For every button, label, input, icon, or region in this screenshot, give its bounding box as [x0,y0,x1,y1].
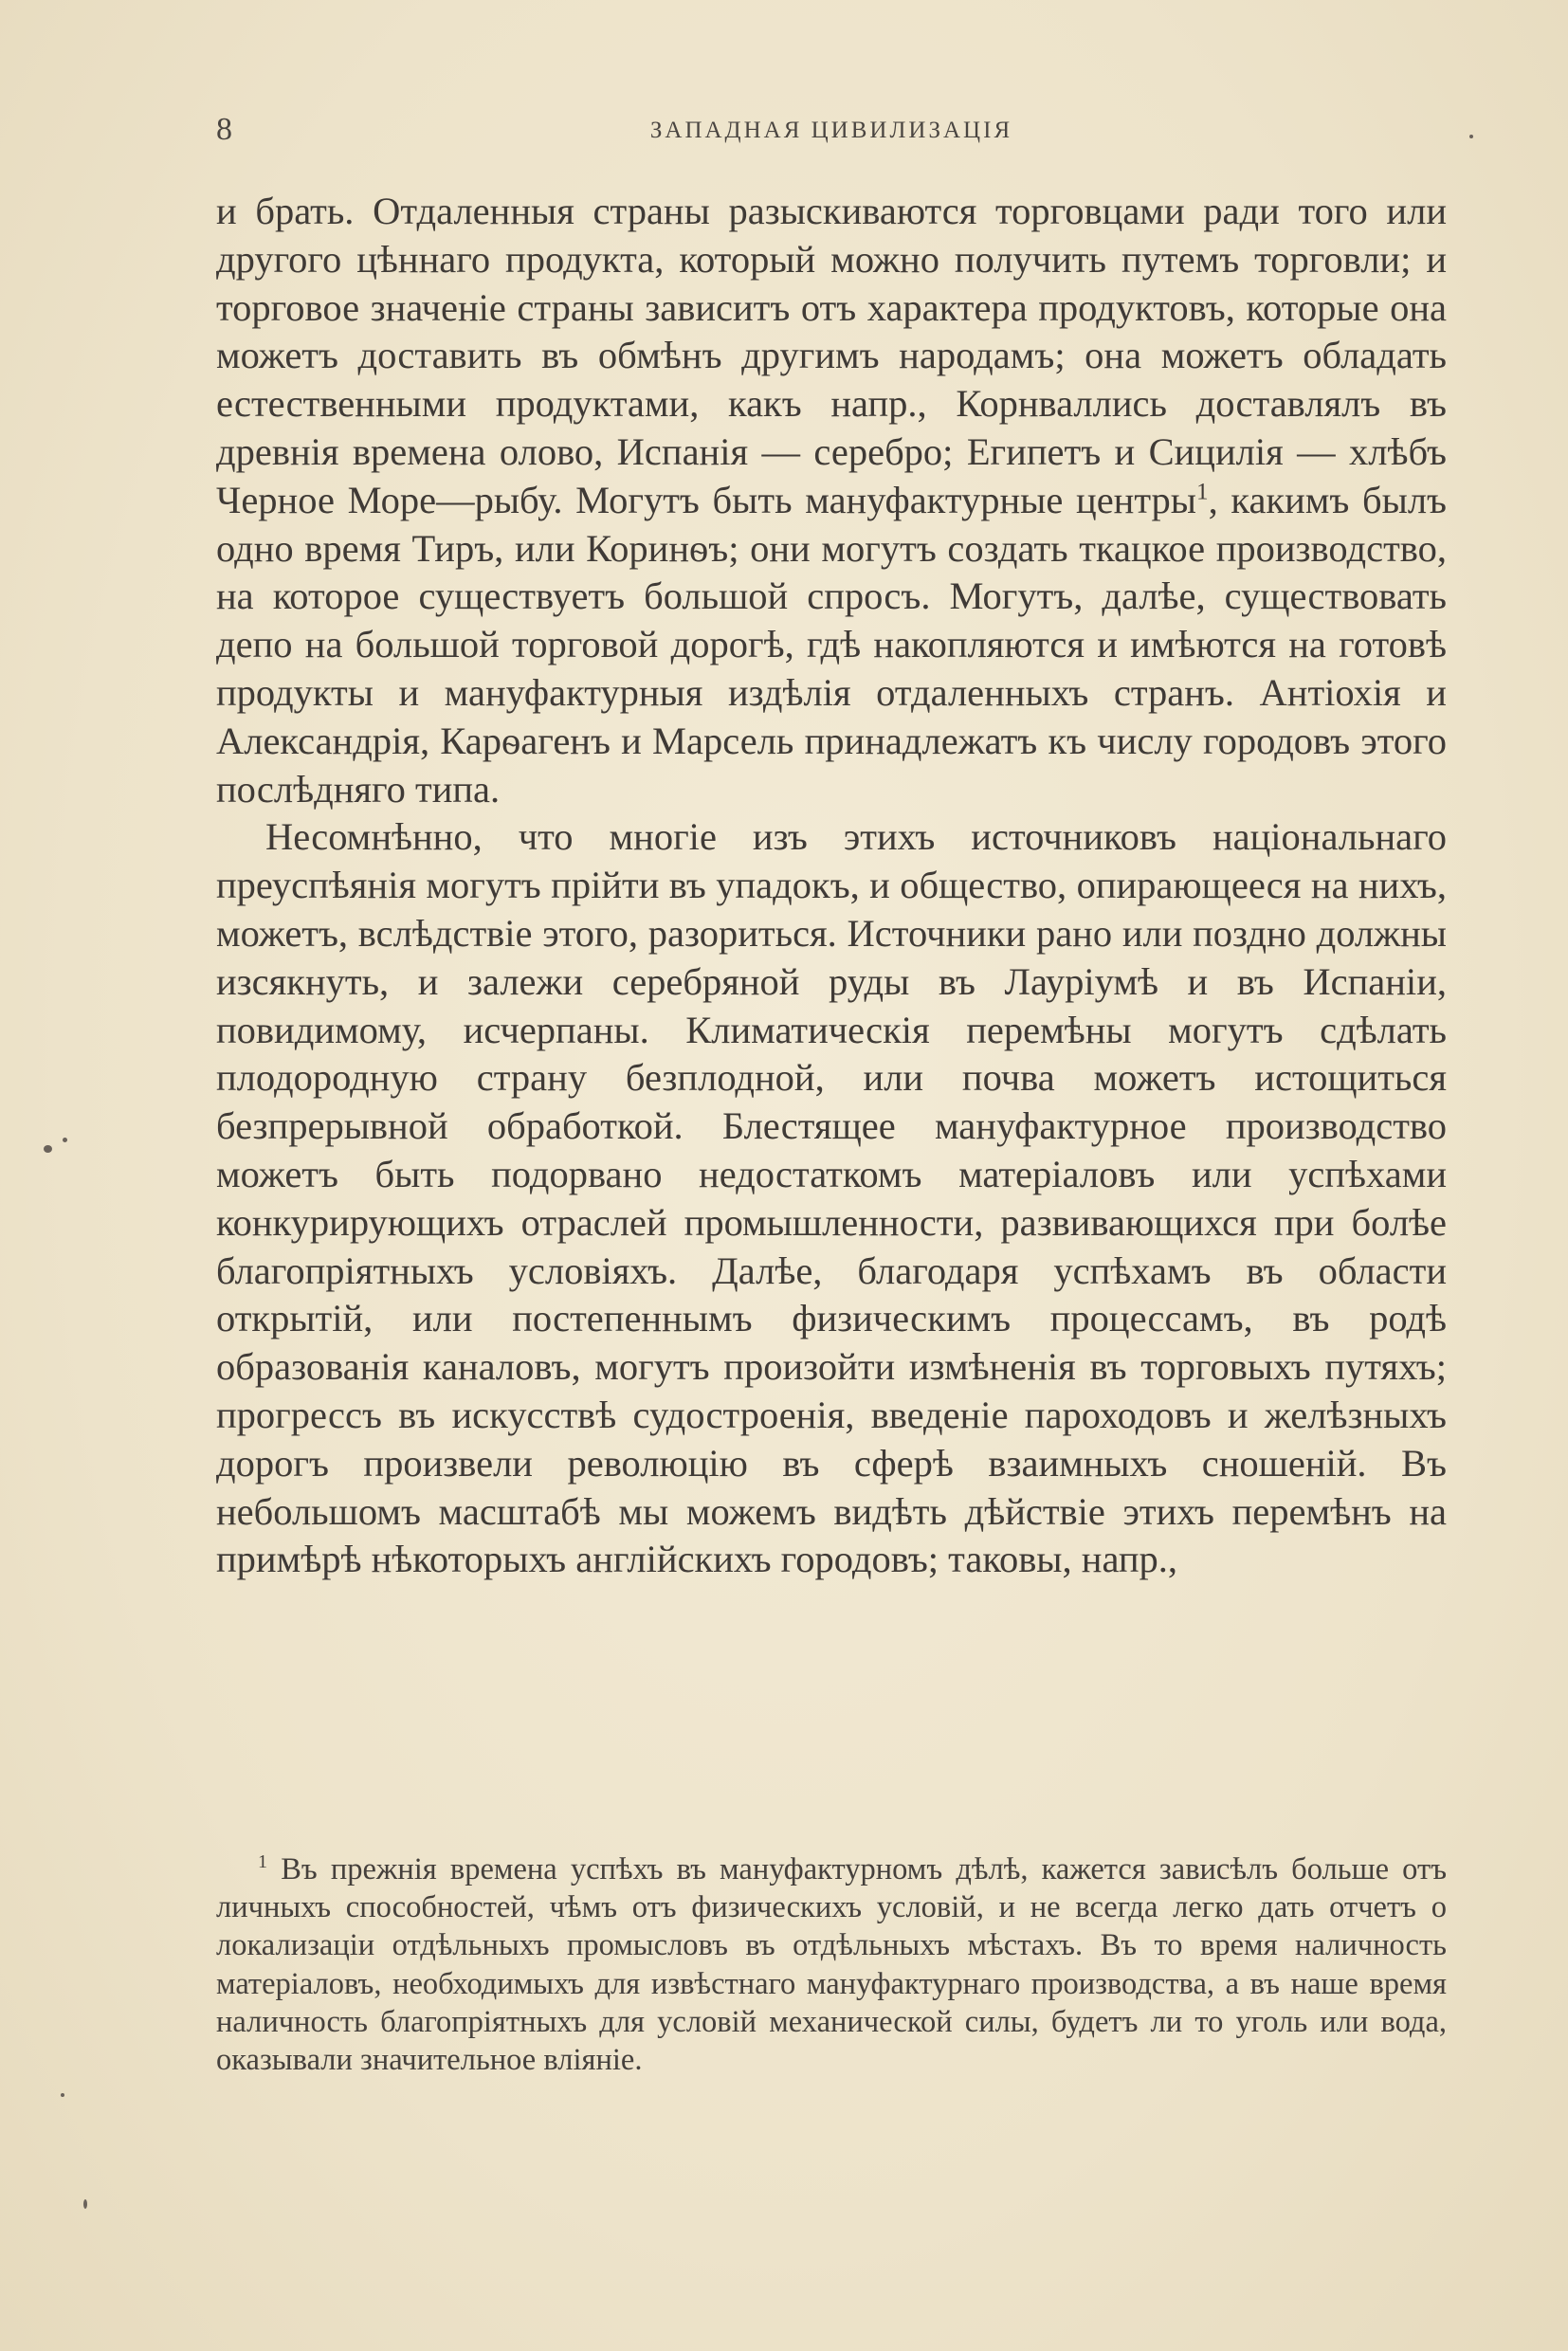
main-text [216,188,1447,1584]
footnote-reference: 1 [1196,479,1209,505]
running-title: ЗАПАДНАЯ ЦИВИЛИЗАЦІЯ [649,118,1013,143]
footnote-text-block [216,1850,1447,2079]
paragraph-1-start: и брать. Отдаленныя страны разыскиваются торговцами ради того или другого цѣннаго продукта, который можно получить путемъ торговли; и торговое значеніе страны зависитъ отъ характера продуктовъ, которые она можетъ доставить въ обмѣнъ другимъ народамъ; она можетъ обладать естественными продуктами, какъ напр., Корнваллись доставлялъ въ древнія времена олово, Испанія — серебро; Египетъ и Сицилія — хлѣбъ Черное Море—рыбу. Могутъ быть мануфактурные центры [216,190,1447,521]
footnote-text: Въ прежнія времена успѣхъ въ мануфактурномъ дѣлѣ, кажется зависѣлъ больше отъ личныхъ способностей, чѣмъ отъ физическихъ условій, и не всегда легко дать отчетъ о локализаціи отдѣльныхъ промысловъ въ отдѣльныхъ мѣстахъ. Въ то время наличность матеріаловъ, необходимыхъ для извѣстнаго мануфактурнаго производства, а въ наше время наличность благопріятныхъ для условій механической силы, будетъ ли то уголь или вода, оказывали значительное вліяніе. [216,1852,1448,2078]
paragraph-1 [216,188,1447,813]
page-header [216,112,1447,150]
paragraph-2: Несомнѣнно, что многіе изъ этихъ источниковъ національнаго преуспѣянія могутъ прійти въ упадокъ, и общество, опирающееся на нихъ, можетъ, вслѣдствіе этого, разориться. Источники рано или поздно должны изсякнуть, и залежи серебряной руды въ Лауріумѣ и въ Испаніи, повидимому, исчерпаны. Климатическія перемѣны могутъ сдѣлать плодородную страну безплодной, или почва можетъ истощиться безпрерывной обработкой. Блестящее мануфактурное производство можетъ быть подорвано недостаткомъ матеріаловъ или успѣхами конкурирующихъ отраслей промышленности, развивающихся при болѣе благопріятныхъ условіяхъ. Далѣе, благодаря успѣхамъ въ области открытій, или постепеннымъ физическимъ процессамъ, въ родѣ образованія каналовъ, могутъ произойти измѣненія въ торговыхъ путяхъ; прогрессъ въ искусствѣ судостроенія, введеніе пароходовъ и желѣзныхъ дорогъ произвели революцію въ сферѣ взаимныхъ сношеній. Въ небольшомъ масштабѣ мы можемъ видѣть дѣйствіе этихъ перемѣнъ на примѣрѣ нѣкоторыхъ англійскихъ городовъ; таковы, напр., [216,815,1447,1581]
footnote [216,1850,1447,2079]
ink-speck [63,1138,67,1142]
paragraph-1-end: , какимъ былъ одно время Тиръ, или Коринѳъ; они могутъ создать ткацкое производство, на которое существуетъ большой спросъ. Могутъ, далѣе, существовать депо на большой торговой дорогѣ, гдѣ накопляются и имѣются на готовѣ продукты и мануфактурныя издѣлія отдаленныхъ странъ. Антіохія и Александрія, Карѳагенъ и Марсель принадлежатъ къ числу городовъ этого послѣдняго типа. [216,478,1447,811]
ink-speck [1469,135,1473,138]
ink-speck [44,1145,52,1153]
ink-speck [61,2093,64,2097]
page-number: 8 [216,112,232,147]
footnote-marker: 1 [258,1851,268,1873]
ink-speck [83,2199,87,2209]
